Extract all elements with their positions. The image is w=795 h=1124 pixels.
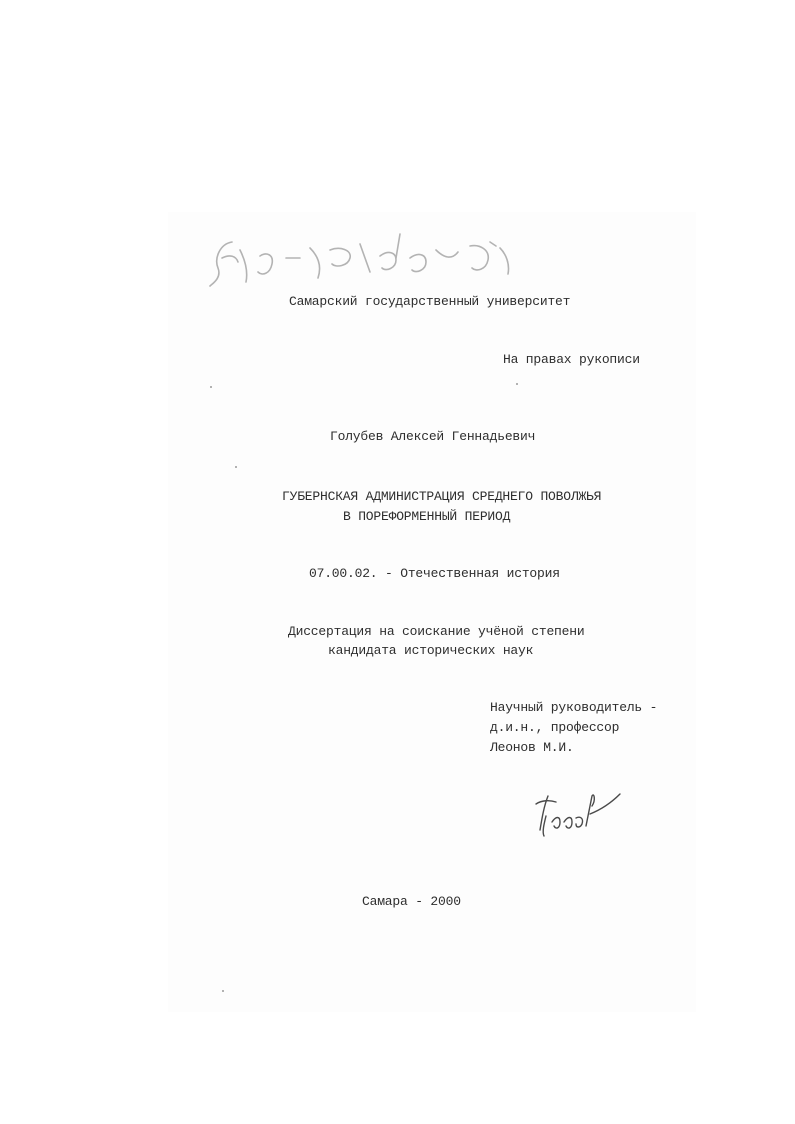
university-name: Самарский государственный университет: [289, 294, 571, 309]
rights-note: На правах рукописи: [503, 352, 640, 367]
scan-speck: [210, 386, 212, 388]
supervisor-line-3: Леонов М.И.: [490, 740, 574, 755]
title-line-2: В ПОРЕФОРМЕННЫЙ ПЕРИОД: [343, 509, 511, 524]
author-name: Голубев Алексей Геннадьевич: [330, 429, 536, 444]
scan-speck: [516, 383, 518, 385]
supervisor-line-1: Научный руководитель -: [490, 700, 658, 715]
place-and-year: Самара - 2000: [362, 894, 461, 909]
supervisor-line-2: д.и.н., профессор: [490, 720, 620, 735]
dissertation-line-1: Диссертация на соискание учёной степени: [288, 624, 585, 639]
dissertation-line-2: кандидата исторических наук: [328, 643, 534, 658]
specialty-code: 07.00.02. - Отечественная история: [309, 566, 560, 581]
scan-speck: [222, 990, 224, 992]
title-line-1: ГУБЕРНСКАЯ АДМИНИСТРАЦИЯ СРЕДНЕГО ПОВОЛЖЬЯ: [282, 489, 602, 504]
scan-speck: [235, 466, 237, 468]
